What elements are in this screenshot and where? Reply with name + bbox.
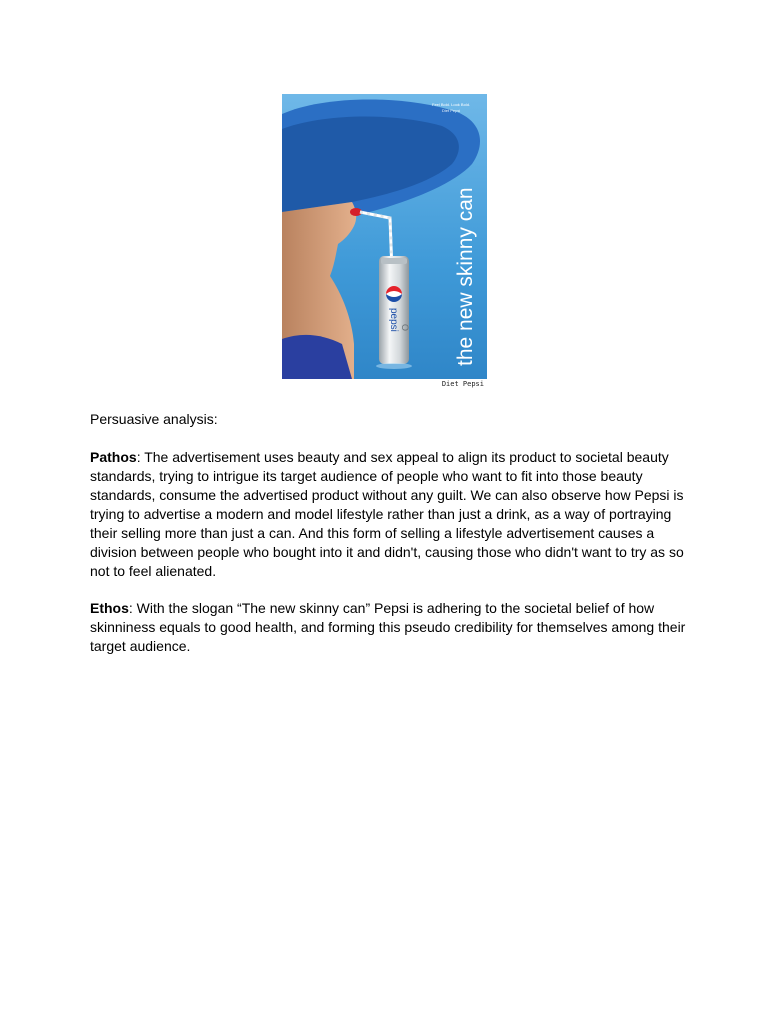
ad-slogan: the new skinny can — [454, 187, 477, 366]
advertisement-illustration — [282, 94, 487, 379]
advertisement-image — [282, 94, 487, 379]
pathos-paragraph — [90, 448, 690, 581]
can-mark-text: O — [400, 324, 410, 332]
image-caption: Diet Pepsi — [441, 380, 484, 388]
ethos-paragraph — [90, 599, 690, 656]
pepsi-globe-icon — [386, 286, 402, 302]
pathos-text: : The advertisement uses beauty and sex appeal to align its product to societal beauty standards, trying to intrigue its target audience of people who want to fit into those beauty standards, consume the advertised product without any guilt. We can also observe how Pepsi is trying to advertise a modern and model lifestyle rather than just a drink, as a way of portraying their selling more than just a can. And this form of selling a lifestyle advertisement causes a division between people who bought into it and didn't, causing those who didn't want to try as so not to feel alienated. — [90, 449, 684, 579]
can-brand-text: pepsi — [388, 308, 399, 332]
ad-top-line-1: Feel Bold. Look Bold. — [432, 102, 471, 107]
ethos-text: : With the slogan “The new skinny can” Pepsi is adhering to the societal belief of how skinniness equals to good health, and forming this pseudo credibility for themselves among their target audience. — [90, 600, 686, 654]
section-heading — [90, 410, 690, 429]
heading-text: Persuasive analysis: — [90, 411, 218, 427]
ad-top-line-2: Diet Pepsi — [442, 108, 461, 113]
ethos-term: Ethos — [90, 600, 129, 616]
pathos-term: Pathos — [90, 449, 137, 465]
can-reflection — [376, 363, 412, 369]
